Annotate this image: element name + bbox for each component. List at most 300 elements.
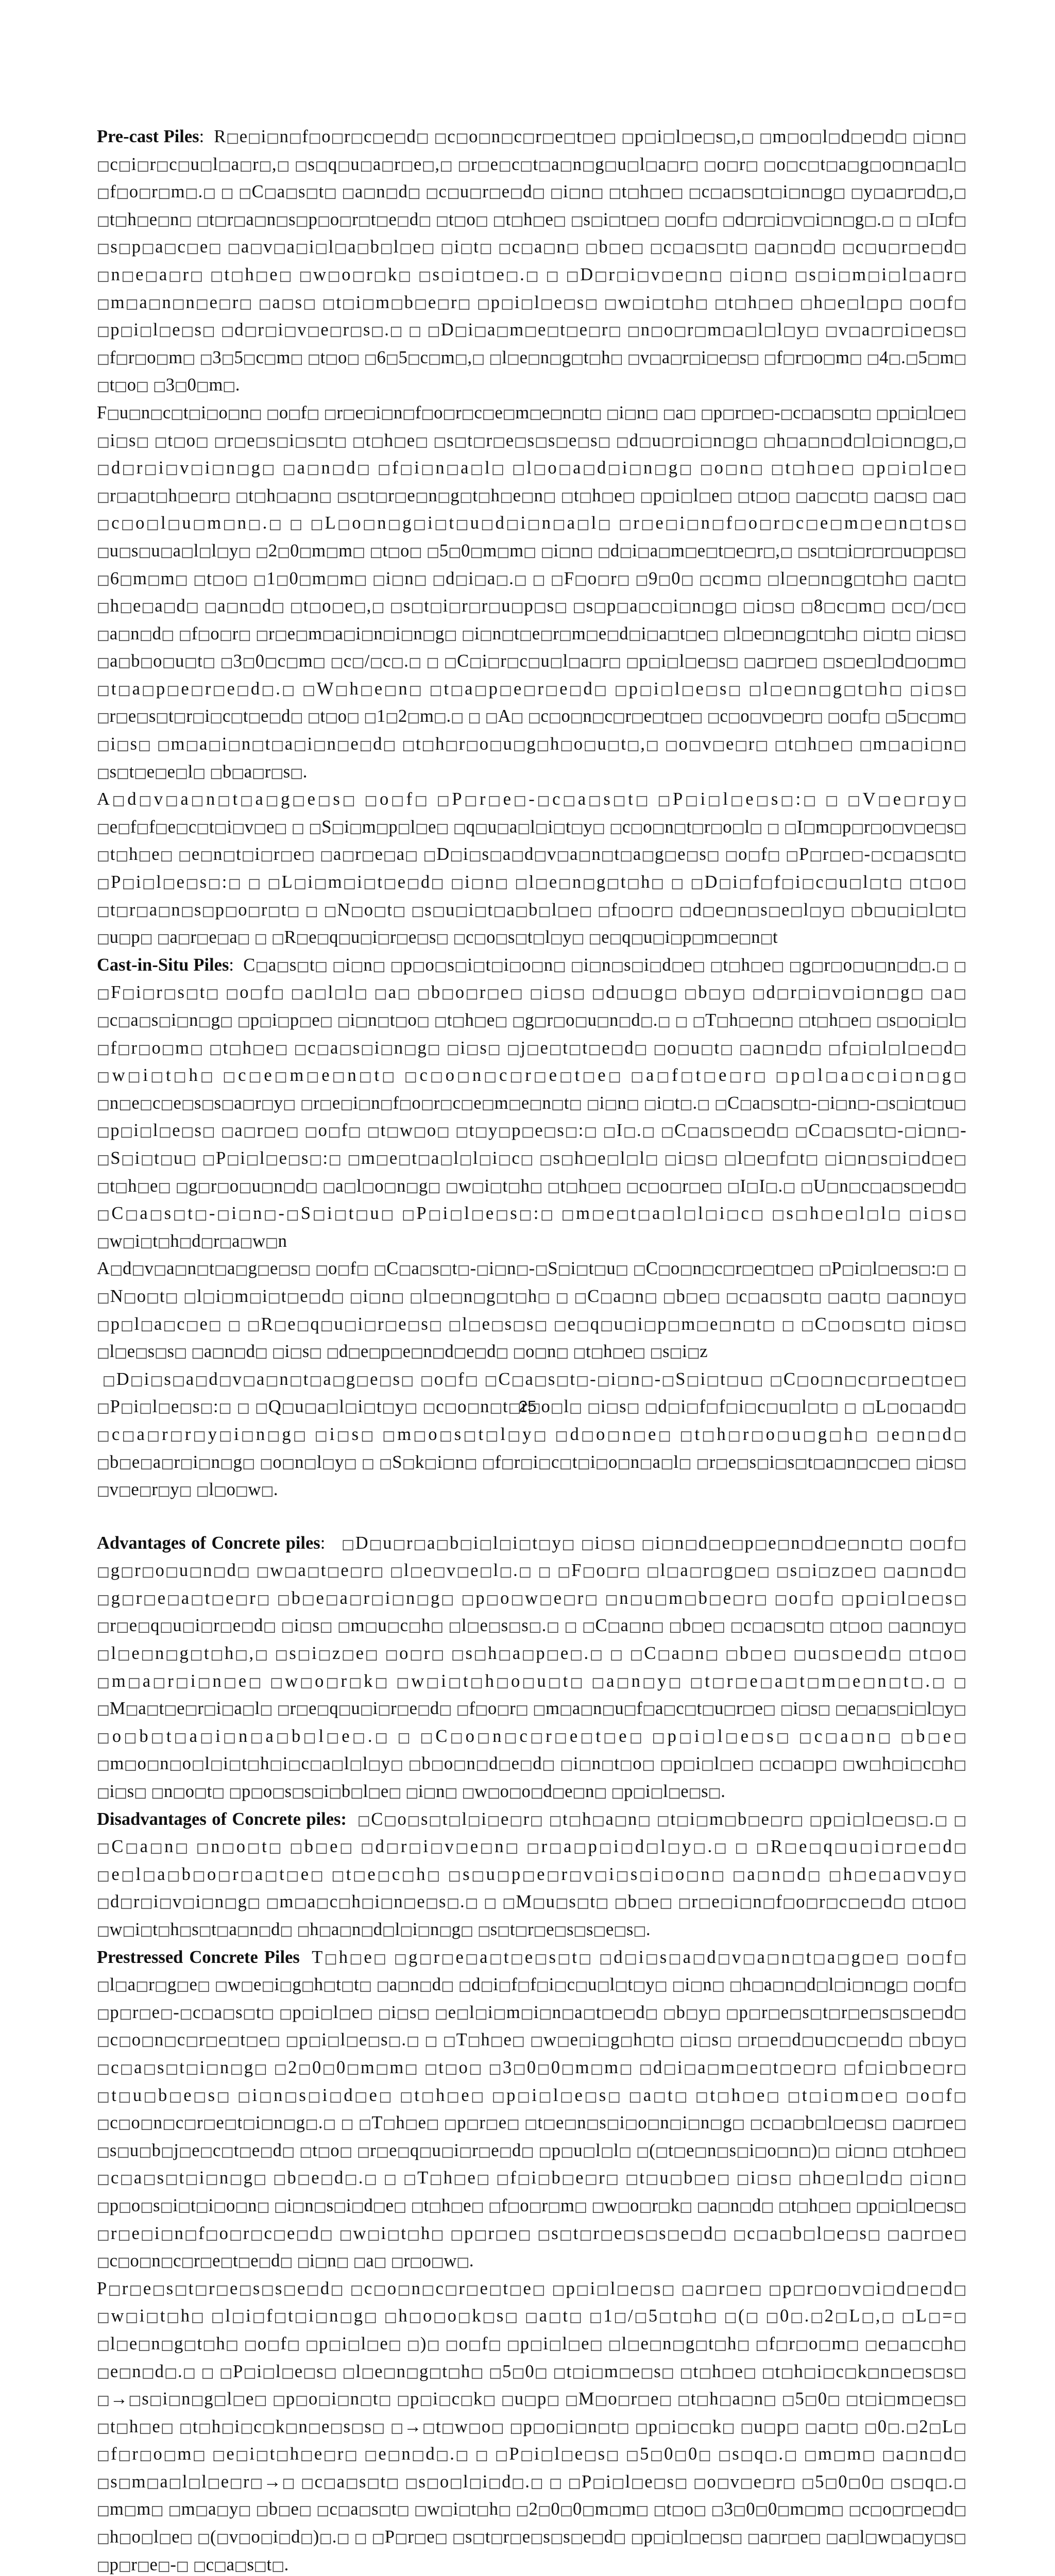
bullet-symbol: □ (555, 1290, 569, 1306)
bullet-symbol: □ (864, 213, 877, 229)
bullet-symbol: □ (953, 1757, 966, 1773)
bullet-symbol: □ (221, 324, 235, 340)
bullet-symbol: □ (320, 848, 333, 864)
bullet-symbol: □ (742, 1702, 755, 1718)
bullet-symbol: □ (444, 655, 457, 671)
bullet-symbol: □ (798, 1096, 811, 1112)
bullet-symbol: □ (672, 2089, 689, 2105)
bullet-symbol: □ (212, 1345, 225, 1361)
bullet-symbol: □ (952, 296, 966, 312)
bullet-symbol: □ (390, 600, 403, 616)
bullet-symbol: □ (782, 351, 795, 367)
bullet-symbol: □ (628, 2089, 643, 2105)
bullet-symbol: □ (907, 517, 924, 533)
bullet-symbol: □ (333, 434, 348, 450)
bullet-symbol: □ (335, 517, 352, 533)
bullet-symbol: □ (850, 903, 864, 919)
bullet-symbol: □ (472, 1647, 488, 1663)
bullet-symbol: □ (162, 1317, 177, 1333)
bullet-symbol: □ (97, 1234, 110, 1250)
bullet-symbol: □ (761, 1317, 776, 1333)
bullet-symbol: □ (285, 655, 299, 671)
bullet-symbol: □ (233, 213, 246, 229)
bullet-symbol: □ (171, 1207, 188, 1223)
bullet-symbol: □ (302, 682, 317, 698)
bullet-symbol: □ (729, 1124, 744, 1140)
bullet-symbol: □ (685, 2006, 699, 2022)
bullet-symbol: □ (428, 2365, 443, 2381)
bullet-symbol: □ (387, 2337, 402, 2353)
bullet-symbol: □ (430, 1619, 444, 1635)
bullet-symbol: □ (168, 1757, 182, 1773)
bullet-symbol: □ (553, 1014, 566, 1029)
bullet-symbol: □ (933, 903, 948, 919)
bullet-symbol: □ (556, 1069, 575, 1085)
bullet-symbol: □ (733, 1674, 750, 1690)
bullet-symbol: □ (449, 1290, 464, 1306)
bullet-symbol: □ (707, 1591, 723, 1607)
bullet-symbol: □ (933, 1812, 948, 1828)
bullet-symbol: □ (390, 1345, 403, 1361)
bullet-symbol: □ (368, 1345, 381, 1361)
bullet-symbol: □ (532, 1895, 546, 1911)
bullet-symbol: □ (665, 738, 679, 754)
bullet-symbol: □ (540, 544, 554, 560)
bullet-symbol: □ (193, 572, 207, 588)
bullet-symbol: □ (565, 2393, 578, 2409)
bullet-symbol: □ (415, 1591, 431, 1607)
bullet-symbol: □ (138, 848, 152, 864)
bullet-symbol: □ (97, 2116, 110, 2132)
bullet-symbol: □ (744, 434, 758, 450)
bullet-symbol: □ (217, 489, 231, 505)
bullet-symbol: □ (818, 1702, 831, 1718)
bullet-symbol: □ (144, 1428, 162, 1444)
bullet-symbol: □ (860, 1674, 878, 1690)
bullet-symbol: □ (379, 1895, 394, 1911)
bullet-symbol: □ (688, 1564, 703, 1580)
bullet-symbol: □ (492, 213, 506, 229)
bullet-symbol: □ (183, 2337, 197, 2353)
bullet-symbol: □ (272, 2310, 288, 2326)
bullet-symbol: □ (184, 185, 198, 201)
bullet-symbol: □ (793, 1647, 808, 1663)
paragraph-text: □D□u□r□a□b□i□l□i□t□y□ □i□s□ □i□n□d□e□p□e□n□d□e□n□t□ □o□f□ □g□r□o□u□n□d□ □w□a□t□e□r□ □l□e□v□e□l□.□ □ □F□o□r□ □l□a□r□g□e□ □s□i□z□e□ □a□n□d□ □g□r□e□a□t□e□r□ □b□e□a□r□i□n□g□ □p□o□w□e□r□ □n□u□m□b□e□r□ □o□f□ □p□i□l□e□s□ □r□e□q□u□i□r□e□d□ □i□s□ □m□u□c□h□ □l□e□s□s□.□ □ □C□a□n□ □b□e□ □c□a□s□t□ □t□o□ □a□n□y□ □l□e□n□g□t□h□,□ □s□i□z□e□ □o□r□ □s□h□a□p□e□.□ □ □C□a□n□ □b□e□ □u□s□e□d□ □t□o□ □m□a□r□i□n□e□ □w□o□r□k□ □w□i□t□h□o□u□t□ □a□n□y□ □t□r□e□a□t□m□e□n□t□.□ □ □M□a□t□e□r□i□a□l□ □r□e□q□u□i□r□e□d□ □f□o□r□ □m□a□n□u□f□a□c□t□u□r□e□ □i□s□ □e□a□s□i□l□y□ □o□b□t□a□i□n□a□b□l□e□.□ □ □C□o□n□c□r□e□t□e□ □p□i□l□e□s□ □c□a□n□ □b□e□ □m□o□n□o□l□i□t□h□i□c□a□l□l□y□ □b□o□n□d□e□d□ □i□n□t□o□ □p□i□l□e□ □c□a□p□ □w□h□i□c□h□ □i□s□ □n□o□t□ □p□o□s□s□i□b□l□e□ □i□n□ □w□o□o□d□e□n□ □p□i□l□e□s□. (97, 1533, 967, 1802)
bullet-symbol: □ (890, 434, 904, 450)
bullet-symbol: □ (164, 2061, 180, 2077)
bullet-symbol: □ (125, 1674, 143, 1690)
bullet-symbol: □ (299, 2448, 314, 2464)
bullet-symbol: □ (267, 2033, 281, 2049)
bullet-symbol: □ (655, 2144, 669, 2160)
bullet-symbol: □ (157, 903, 172, 919)
bullet-symbol: □ (461, 1923, 473, 1939)
bullet-symbol: □ (160, 1096, 174, 1112)
bullet-symbol: □ (628, 1619, 642, 1635)
bullet-symbol: □ (539, 296, 554, 312)
bullet-symbol: □ (399, 1096, 412, 1112)
bullet-symbol: □ (952, 2475, 966, 2491)
bullet-symbol: □ (359, 1428, 376, 1444)
bullet-symbol: □ (508, 1785, 522, 1801)
bullet-symbol: □ (257, 2089, 274, 2105)
bullet-symbol: □ (688, 351, 702, 367)
bullet-symbol: □ (301, 1978, 314, 1994)
bullet-symbol: □ (903, 1124, 918, 1140)
bullet-symbol: □ (505, 1428, 523, 1444)
bullet-symbol: □ (140, 2116, 154, 2132)
bullet-symbol: □ (118, 931, 131, 947)
bullet-symbol: □ (952, 268, 967, 284)
bullet-symbol: □ (338, 2006, 352, 2022)
bullet-symbol: □ (472, 682, 489, 698)
bullet-symbol: □ (605, 1069, 624, 1085)
bullet-symbol: □ (777, 489, 791, 505)
bullet-symbol: □ (161, 876, 177, 892)
bullet-symbol: □ (641, 1757, 655, 1773)
bullet-symbol: □ (181, 1096, 195, 1112)
bullet-symbol: □ (539, 1151, 553, 1167)
bullet-symbol: □ (756, 1455, 770, 1471)
bullet-symbol: □ (282, 462, 297, 478)
bullet-symbol: □ (426, 1207, 443, 1223)
bullet-symbol: □ (402, 406, 415, 422)
bullet-symbol: □ (606, 627, 620, 643)
bullet-symbol: □ (282, 2282, 297, 2298)
bullet-symbol: □ (134, 351, 147, 367)
bullet-symbol: □ (195, 2199, 209, 2215)
paragraph-gap (97, 1504, 966, 1530)
bullet-symbol: □ (641, 1536, 655, 1552)
bullet-symbol: □ (512, 2061, 527, 2077)
bullet-symbol: □ (894, 489, 908, 505)
bullet-symbol: □ (140, 2199, 154, 2215)
bullet-symbol: □ (811, 1619, 825, 1635)
bullet-symbol: □ (167, 2393, 182, 2409)
bullet-symbol: □ (128, 2393, 142, 2409)
bullet-symbol: □ (567, 2337, 582, 2353)
bullet-symbol: □ (559, 1151, 574, 1167)
bullet-symbol: □ (706, 848, 720, 864)
bullet-symbol: □ (897, 1069, 915, 1085)
bullet-symbol: □ (157, 738, 171, 754)
bullet-symbol: □ (782, 1674, 800, 1690)
bullet-symbol: □ (719, 1895, 734, 1911)
bullet-symbol: □ (778, 2033, 792, 2049)
bullet-symbol: □ (382, 738, 397, 754)
bullet-symbol: □ (927, 462, 944, 478)
bullet-symbol: □ (185, 600, 199, 616)
bullet-symbol: □ (347, 1951, 364, 1967)
bullet-symbol: □ (286, 2337, 301, 2353)
bullet-symbol: □ (371, 2420, 386, 2436)
bullet-symbol: □ (820, 213, 833, 229)
bullet-symbol: □ (548, 1041, 563, 1057)
bullet-symbol: □ (312, 655, 326, 671)
bullet-symbol: □ (212, 1564, 227, 1580)
bullet-symbol: □ (906, 1951, 921, 1967)
bullet-symbol: □ (138, 2420, 152, 2436)
bullet-symbol: □ (705, 655, 719, 671)
bullet-symbol: □ (212, 1785, 225, 1801)
bullet-symbol: □ (216, 2531, 229, 2547)
bullet-symbol: □ (952, 1372, 966, 1388)
bullet-symbol: □ (858, 517, 875, 533)
bullet-symbol: □ (775, 1124, 790, 1140)
bullet-symbol: □ (204, 2172, 219, 2188)
bullet-symbol: □ (153, 1262, 167, 1278)
bullet-symbol: □ (392, 1536, 407, 1552)
bullet-symbol: □ (639, 517, 656, 533)
bullet-symbol: □ (914, 903, 929, 919)
bullet-symbol: □ (732, 517, 748, 533)
bullet-symbol: □ (266, 1895, 280, 1911)
bullet-symbol: □ (869, 158, 882, 174)
bullet-symbol: □ (536, 2061, 551, 2077)
bullet-symbol: □ (711, 738, 726, 754)
bullet-symbol: □ (495, 931, 508, 947)
bullet-symbol: □ (435, 2006, 448, 2022)
bullet-symbol: □ (139, 627, 152, 643)
bullet-symbol: □ (508, 986, 524, 1002)
bullet-symbol: □ (954, 1014, 967, 1029)
bullet-symbol: □ (862, 462, 877, 478)
bullet-symbol: □ (138, 185, 152, 201)
bullet-symbol: □ (952, 1041, 966, 1057)
bullet-symbol: □ (364, 793, 380, 809)
bullet-symbol: □ (361, 517, 378, 533)
bullet-symbol: □ (540, 627, 553, 643)
bullet-symbol: □ (180, 544, 194, 560)
bullet-symbol: □ (495, 572, 509, 588)
bullet-symbol: □ (529, 1096, 542, 1112)
bullet-symbol: □ (97, 2255, 110, 2270)
bullet-symbol: □ (752, 986, 767, 1002)
bullet-symbol: □ (657, 2199, 671, 2215)
bullet-symbol: □ (302, 296, 317, 312)
bullet-symbol: □ (877, 2199, 891, 2215)
bullet-symbol: □ (507, 2199, 520, 2215)
bullet-symbol: □ (761, 1895, 776, 1911)
bullet-symbol: □ (390, 655, 404, 671)
bullet-symbol: □ (906, 462, 923, 478)
bullet-symbol: □ (661, 1096, 675, 1112)
bullet-symbol: □ (537, 1536, 552, 1552)
bullet-symbol: □ (206, 406, 219, 422)
bullet-symbol: □ (199, 351, 213, 367)
bullet-symbol: □ (236, 1207, 253, 1223)
bullet-symbol: □ (327, 2089, 344, 2105)
bullet-symbol: □ (139, 2227, 155, 2243)
bullet-symbol: □ (501, 2393, 515, 2409)
bullet-symbol: □ (256, 2503, 269, 2519)
bullet-symbol: □ (97, 600, 110, 616)
bullet-symbol: □ (808, 1290, 823, 1306)
bullet-symbol: □ (97, 2006, 110, 2022)
bullet-symbol: □ (884, 1951, 900, 1967)
bullet-symbol: □ (596, 517, 612, 533)
bullet-symbol: □ (720, 572, 735, 588)
bullet-symbol: □ (173, 1840, 190, 1856)
bullet-symbol: □ (359, 2393, 373, 2409)
bullet-symbol: □ (690, 876, 705, 892)
bullet-symbol: □ (848, 1069, 866, 1085)
bullet-symbol: □ (699, 1730, 718, 1745)
bullet-symbol: □ (407, 682, 423, 698)
bullet-symbol: □ (780, 544, 793, 560)
bullet-symbol: □ (588, 1647, 604, 1663)
bullet-symbol: □ (441, 1978, 454, 1994)
bullet-symbol: □ (789, 2006, 803, 2022)
bullet-symbol: □ (474, 1124, 488, 1140)
bullet-symbol: □ (261, 2420, 276, 2436)
paragraph-precast-reinforcement (97, 400, 966, 786)
bullet-symbol: □ (757, 517, 774, 533)
bullet-symbol: □ (315, 1895, 330, 1911)
bullet-symbol: □ (889, 2365, 904, 2381)
bullet-symbol: □ (298, 1674, 315, 1690)
bullet-symbol: □ (550, 406, 563, 422)
bullet-symbol: □ (246, 1895, 261, 1911)
bullet-symbol: □ (704, 1151, 719, 1167)
bullet-symbol: □ (737, 876, 753, 892)
bullet-symbol: □ (245, 1151, 260, 1167)
bullet-symbol: □ (118, 2558, 131, 2574)
bullet-symbol: □ (464, 1372, 479, 1388)
bullet-symbol: □ (700, 462, 714, 478)
bullet-symbol: □ (536, 1978, 549, 1994)
bullet-symbol: □ (831, 2448, 847, 2464)
bullet-symbol: □ (892, 2144, 906, 2160)
bullet-symbol: □ (932, 2144, 946, 2160)
bullet-symbol: □ (97, 1730, 112, 1745)
bullet-symbol: □ (97, 2227, 111, 2243)
bullet-symbol: □ (384, 2310, 399, 2326)
bullet-symbol: □ (463, 1951, 480, 1967)
bullet-symbol: □ (835, 1674, 853, 1690)
bullet-symbol: □ (189, 462, 205, 478)
bullet-symbol: □ (349, 1757, 363, 1773)
bullet-symbol: □ (953, 627, 966, 643)
bullet-symbol: □ (695, 2393, 710, 2409)
bullet-symbol: □ (351, 2199, 364, 2215)
bullet-symbol: □ (589, 2337, 603, 2353)
bullet-symbol: □ (951, 793, 966, 809)
bullet-symbol: □ (658, 1895, 673, 1911)
bullet-symbol: □ (196, 820, 209, 836)
bullet-symbol: □ (907, 1290, 922, 1306)
bullet-symbol: □ (870, 1619, 883, 1635)
bullet-symbol: □ (430, 1647, 446, 1663)
bullet-symbol: □ (219, 1455, 233, 1471)
bullet-symbol: □ (97, 1400, 110, 1416)
bullet-symbol: □ (280, 2365, 295, 2381)
bullet-symbol: □ (196, 379, 209, 395)
bullet-symbol: □ (173, 1674, 191, 1690)
bullet-symbol: □ (780, 213, 794, 229)
bullet-symbol: □ (295, 2227, 310, 2243)
bullet-symbol: □ (160, 2337, 174, 2353)
bullet-symbol: □ (307, 406, 319, 422)
bullet-symbol: □ (570, 2531, 584, 2547)
bullet-symbol: □ (867, 876, 883, 892)
bullet-symbol: □ (678, 2310, 694, 2326)
bullet-symbol: □ (845, 2393, 859, 2409)
bullet-symbol: □ (633, 1041, 648, 1057)
bullet-symbol: □ (467, 2033, 481, 2049)
bullet-symbol: □ (97, 572, 110, 588)
bullet-symbol: □ (776, 2144, 790, 2160)
bullet-symbol: □ (145, 1290, 160, 1306)
bullet-symbol: □ (952, 1647, 966, 1663)
bullet-symbol: □ (670, 185, 684, 201)
bullet-symbol: □ (460, 2393, 473, 2409)
bullet-symbol: □ (567, 1812, 582, 1828)
bullet-symbol: □ (746, 1290, 761, 1306)
bullet-symbol: □ (952, 2337, 966, 2353)
bullet-symbol: □ (591, 986, 606, 1002)
bullet-symbol: □ (631, 710, 644, 726)
bullet-symbol: □ (299, 544, 312, 560)
bullet-symbol: □ (118, 2006, 132, 2022)
bullet-symbol: □ (305, 2282, 320, 2298)
bullet-symbol: □ (450, 876, 465, 892)
bullet-symbol: □ (605, 1591, 620, 1607)
bullet-symbol: □ (547, 1840, 564, 1856)
bullet-symbol: □ (285, 1124, 300, 1140)
bullet-symbol: □ (550, 517, 567, 533)
bullet-symbol: □ (197, 2531, 210, 2547)
bullet-symbol: □ (259, 1014, 273, 1029)
bullet-symbol: □ (310, 517, 325, 533)
bullet-symbol: □ (619, 544, 633, 560)
bullet-symbol: □ (819, 1591, 836, 1607)
bullet-symbol: □ (406, 1317, 421, 1333)
bullet-symbol: □ (633, 1978, 646, 1994)
bullet-symbol: □ (191, 2448, 207, 2464)
bullet-symbol: □ (687, 2116, 701, 2132)
bullet-symbol: □ (802, 2227, 817, 2243)
bullet-symbol: □ (658, 544, 671, 560)
bullet-symbol: □ (892, 1317, 907, 1333)
bullet-symbol: □ (137, 738, 152, 754)
bullet-symbol: □ (256, 627, 269, 643)
bullet-symbol: □ (513, 572, 528, 588)
bullet-symbol: □ (407, 1619, 421, 1635)
bullet-symbol: □ (319, 1317, 334, 1333)
bullet-symbol: □ (681, 1207, 699, 1223)
bullet-symbol: □ (97, 682, 111, 698)
bullet-symbol: □ (712, 2227, 728, 2243)
bullet-symbol: □ (913, 848, 928, 864)
bullet-symbol: □ (724, 1207, 741, 1223)
bullet-symbol: □ (262, 2365, 276, 2381)
bullet-symbol: □ (490, 2420, 505, 2436)
bullet-symbol: □ (819, 1262, 832, 1278)
bullet-symbol: □ (849, 130, 864, 146)
bullet-symbol: □ (379, 1041, 394, 1057)
bullet-symbol: □ (140, 682, 157, 698)
bullet-symbol: □ (308, 1290, 322, 1306)
bullet-symbol: □ (619, 517, 634, 533)
bullet-symbol: □ (525, 2310, 539, 2326)
bullet-symbol: □ (554, 1923, 567, 1939)
bullet-symbol: □ (742, 1151, 757, 1167)
bullet-symbol: □ (350, 1785, 363, 1801)
bullet-symbol: □ (264, 1372, 280, 1388)
bullet-symbol: □ (930, 1757, 945, 1773)
bullet-symbol: □ (641, 848, 655, 864)
